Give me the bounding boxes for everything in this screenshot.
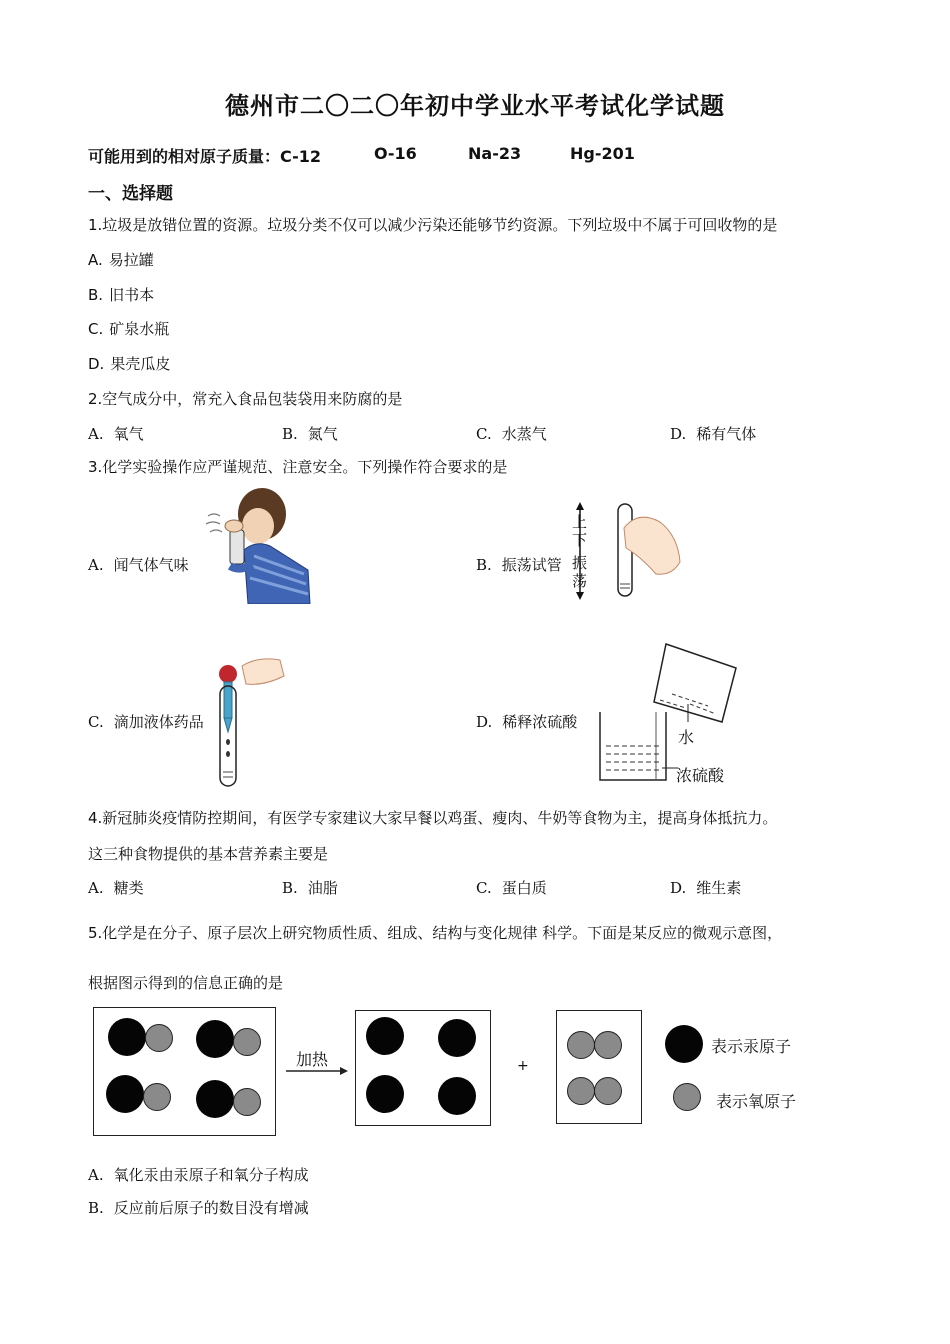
atomic-mass-c: 可能用到的相对原子质量：C-12 (88, 147, 322, 166)
q4-option-a: A. 糖类 (88, 879, 144, 897)
q2-option-c: C. 水蒸气 (476, 425, 547, 443)
o-atom (143, 1083, 171, 1111)
question-4: 4.新冠肺炎疫情防控期间，有医学专家建议大家早餐以鸡蛋、瘦肉、牛奶等食物为主，提高身体抵抗力。 (88, 809, 778, 827)
q2-option-a: A. 氧气 (88, 425, 144, 443)
label-shake-2: 荡 (572, 572, 588, 590)
label-shake-1: 振 (572, 554, 588, 572)
q4-option-d: D. 维生素 (670, 879, 742, 897)
q4-option-b: B. 油脂 (282, 879, 338, 897)
legend-o-atom (673, 1083, 701, 1111)
q4-option-c: C. 蛋白质 (476, 879, 547, 897)
o-atom (145, 1024, 173, 1052)
dropper-figure (212, 656, 288, 790)
label-conc-acid: 浓硫酸 (676, 766, 725, 785)
page-title: 德州市二〇二〇年初中学业水平考试化学试题 (225, 92, 725, 120)
atomic-mass-hg: Hg-201 (570, 144, 635, 163)
q2-option-d: D. 稀有气体 (670, 425, 757, 443)
mercury-product-box (355, 1010, 491, 1126)
legend-hg-label: 表示汞原子 (711, 1037, 792, 1056)
reactant-box (93, 1007, 276, 1136)
o-atom (567, 1077, 595, 1105)
q5-option-b: B. 反应前后原子的数目没有增减 (88, 1199, 309, 1217)
label-down: 下 (572, 531, 588, 549)
label-up: 上 (572, 513, 588, 531)
q5-option-a: A. 氧化汞由汞原子和氧分子构成 (88, 1166, 309, 1184)
o-atom (233, 1028, 261, 1056)
question-5-cont: 根据图示得到的信息正确的是 (88, 974, 284, 992)
hg-atom (366, 1017, 404, 1055)
hg-atom (106, 1075, 144, 1113)
o-atom (233, 1088, 261, 1116)
hg-atom (438, 1019, 476, 1057)
question-5: 5.化学是在分子、原子层次上研究物质性质、组成、结构与变化规律 科学。下面是某反应的微观示意图， (88, 924, 783, 942)
q2-option-b: B. 氮气 (282, 425, 338, 443)
legend-o-label: 表示氧原子 (716, 1092, 797, 1111)
o-atom (594, 1031, 622, 1059)
question-1: 1.垃圾是放错位置的资源。垃圾分类不仅可以减少污染还能够节约资源。下列垃圾中不属于可回收物的是 (88, 216, 778, 234)
atomic-mass-line (88, 144, 688, 166)
legend-hg-atom (665, 1025, 703, 1063)
atomic-mass-na: Na-23 (468, 144, 522, 163)
q3-option-c: C. 滴加液体药品 (88, 713, 204, 731)
q1-option-c: C. 矿泉水瓶 (88, 320, 170, 338)
q1-option-b: B. 旧书本 (88, 286, 155, 304)
q3-option-d: D. 稀释浓硫酸 (476, 713, 578, 731)
q3-option-b: B. 振荡试管 (476, 556, 562, 574)
q1-option-a: A. 易拉罐 (88, 251, 154, 269)
smell-gas-figure (200, 486, 315, 604)
heat-label: 加热 (296, 1050, 329, 1069)
hg-atom (196, 1080, 234, 1118)
section-heading: 一、选择题 (88, 184, 173, 204)
oxygen-product-box (556, 1010, 642, 1124)
question-2: 2.空气成分中，常充入食品包装袋用来防腐的是 (88, 390, 403, 408)
o-atom (567, 1031, 595, 1059)
plus-sign: + (517, 1058, 529, 1074)
question-3: 3.化学实验操作应严谨规范、注意安全。下列操作符合要求的是 (88, 458, 508, 476)
atomic-mass-o: O-16 (374, 144, 417, 163)
q1-option-d: D. 果壳瓜皮 (88, 355, 171, 373)
o-atom (594, 1077, 622, 1105)
hg-atom (366, 1075, 404, 1113)
label-water: 水 (678, 728, 695, 747)
hg-atom (196, 1020, 234, 1058)
reaction-arrow-icon (286, 1064, 350, 1078)
hg-atom (438, 1077, 476, 1115)
q3-option-a: A. 闻气体气味 (88, 556, 189, 574)
question-4-cont: 这三种食物提供的基本营养素主要是 (88, 845, 329, 863)
hg-atom (108, 1018, 146, 1056)
